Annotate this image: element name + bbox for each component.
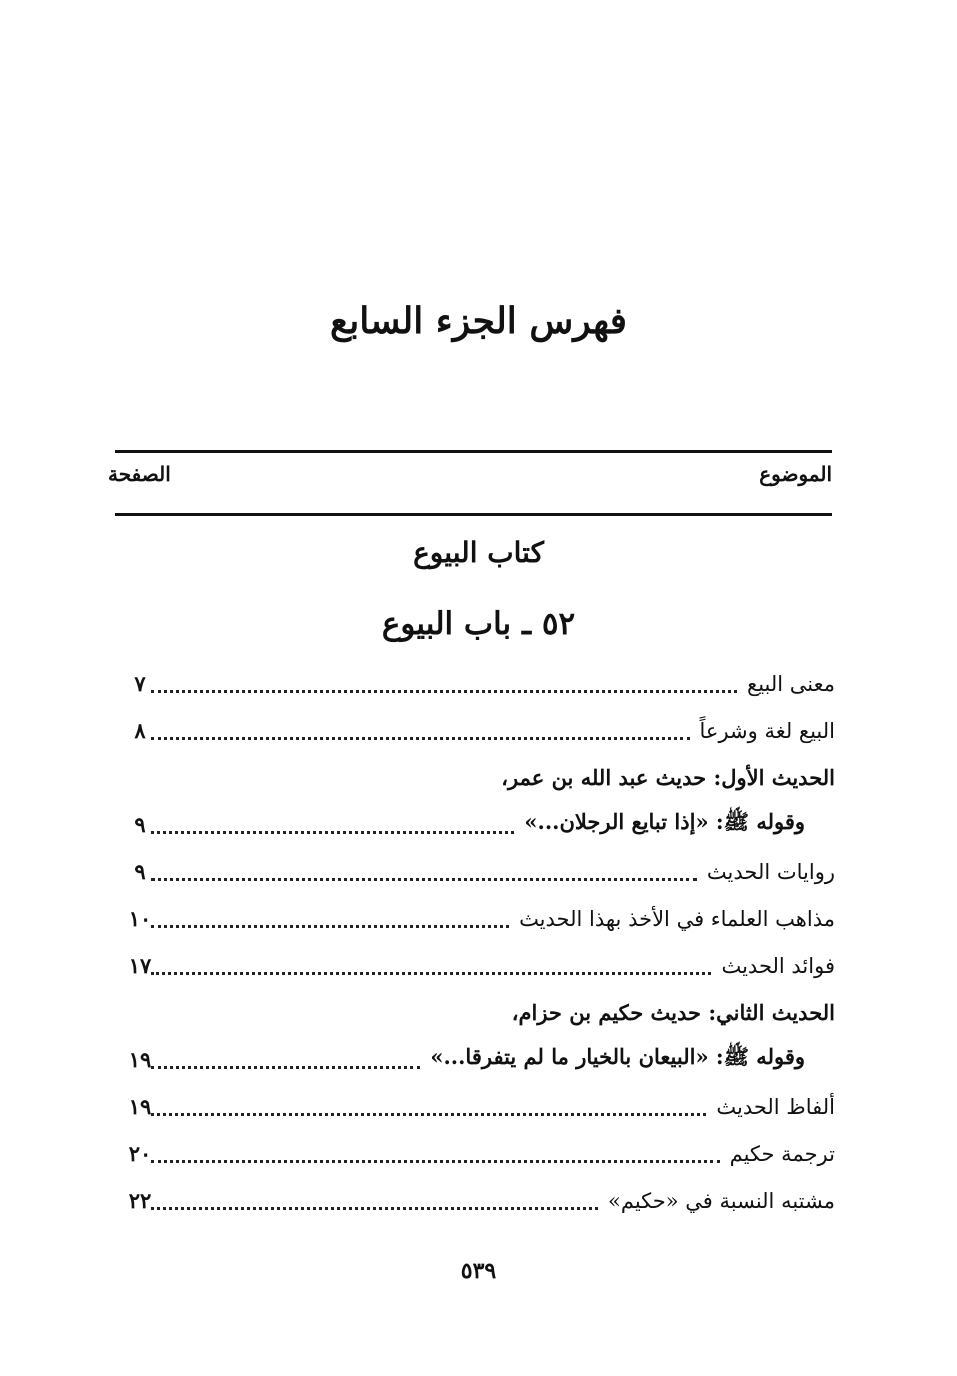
toc-list	[125, 660, 835, 1224]
book-heading: كتاب البيوع	[413, 536, 544, 569]
toc-entry-text: مذاهب العلماء في الأخذ بهذا الحديث	[519, 906, 835, 931]
dot-leader	[151, 737, 690, 740]
toc-entry	[125, 1083, 835, 1130]
header-top-rule	[115, 450, 832, 453]
toc-entry-text: مشتبه النسبة في «حكيم»	[608, 1188, 835, 1213]
toc-entry-text: الحديث الأول: حديث عبد الله بن عمر،	[501, 765, 835, 790]
toc-entry-text: وقوله ﷺ: «إذا تبايع الرجلان...»	[524, 809, 805, 834]
toc-entry	[125, 895, 835, 942]
toc-entry-page: ٩	[134, 859, 146, 884]
dot-leader	[151, 1113, 706, 1116]
dot-leader	[151, 878, 697, 881]
toc-entry-text: الحديث الثاني: حديث حكيم بن حزام،	[511, 1000, 835, 1025]
page-column-label: الصفحة	[108, 462, 171, 486]
dot-leader	[151, 1160, 720, 1163]
toc-entry-text: فوائد الحديث	[721, 953, 835, 978]
toc-subheading	[125, 754, 835, 801]
toc-entry-text: روايات الحديث	[706, 859, 835, 884]
chapter-heading: ٥٢ ـ باب البيوع	[381, 606, 576, 642]
toc-subheading	[125, 989, 835, 1036]
dot-leader	[151, 972, 711, 975]
toc-entry-page: ١٩	[128, 1094, 152, 1119]
toc-entry	[125, 1177, 835, 1224]
toc-entry-page: ١٠	[128, 906, 152, 931]
toc-entry-page: ١٧	[128, 953, 152, 978]
page-title: فهرس الجزء السابع	[330, 300, 627, 342]
dot-leader	[151, 1207, 598, 1210]
toc-entry-page: ٢٠	[128, 1141, 152, 1166]
toc-entry-page: ٨	[134, 718, 146, 743]
toc-entry	[125, 1036, 835, 1083]
toc-entry	[125, 848, 835, 895]
toc-entry-text: وقوله ﷺ: «البيعان بالخيار ما لم يتفرقا...»	[430, 1044, 805, 1069]
header-bottom-rule	[115, 513, 832, 516]
toc-entry-page: ٢٢	[128, 1188, 152, 1213]
toc-entry-text: ترجمة حكيم	[729, 1141, 835, 1166]
dot-leader	[151, 690, 737, 693]
toc-entry-page: ٩	[134, 812, 146, 837]
toc-entry-text: معنى البيع	[747, 671, 835, 696]
page-number: ٥٣٩	[460, 1258, 497, 1284]
toc-entry-page: ٧	[134, 671, 146, 696]
toc-entry	[125, 801, 835, 848]
dot-leader	[151, 831, 514, 834]
toc-entry	[125, 942, 835, 989]
toc-header	[108, 462, 832, 498]
toc-entry	[125, 660, 835, 707]
topic-column-label: الموضوع	[759, 462, 832, 486]
toc-entry-text: البيع لغة وشرعاً	[699, 718, 835, 743]
toc-entry	[125, 1130, 835, 1177]
toc-entry-page: ١٩	[128, 1047, 152, 1072]
dot-leader	[151, 1066, 420, 1069]
toc-entry	[125, 707, 835, 754]
toc-entry-text: ألفاظ الحديث	[716, 1094, 835, 1119]
dot-leader	[151, 925, 509, 928]
